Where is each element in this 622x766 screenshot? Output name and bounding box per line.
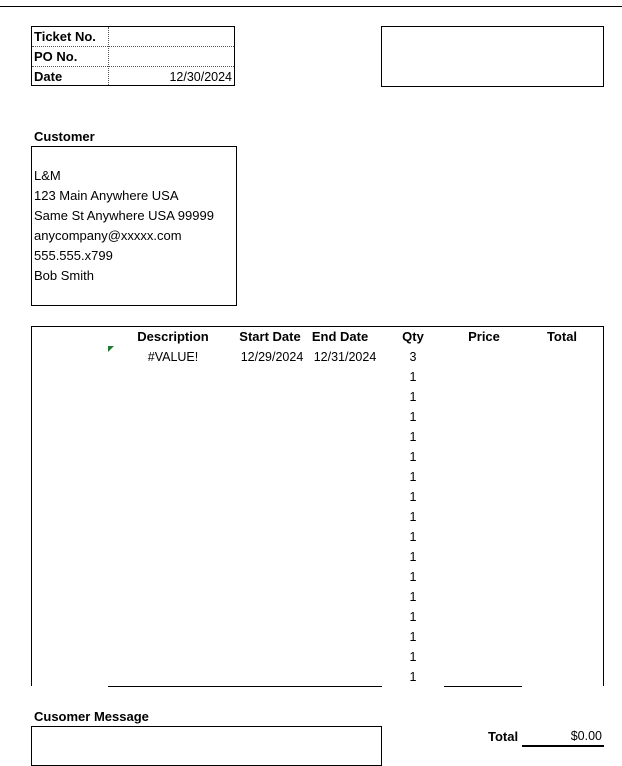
customer-message-heading: Cusomer Message — [34, 709, 149, 724]
po-no-row — [32, 47, 234, 67]
qty-cell[interactable]: 1 — [409, 430, 417, 444]
customer-phone: 555.555.x799 — [34, 248, 113, 263]
description-cell[interactable]: #VALUE! — [147, 350, 199, 364]
grand-total-label: Total — [488, 729, 519, 744]
customer-email: anycompany@xxxxx.com — [34, 228, 182, 243]
qty-cell[interactable]: 1 — [409, 670, 417, 684]
customer-box[interactable] — [31, 146, 237, 306]
qty-cell[interactable]: 1 — [409, 570, 417, 584]
customer-message-box[interactable] — [31, 726, 382, 766]
qty-cell[interactable]: 1 — [409, 550, 417, 564]
customer-name: L&M — [34, 168, 61, 183]
price-header: Price — [468, 329, 500, 344]
items-bottom-rule — [108, 686, 382, 687]
price-bottom-rule — [444, 686, 522, 687]
qty-cell[interactable]: 1 — [409, 410, 417, 424]
qty-cell[interactable]: 1 — [409, 470, 417, 484]
grand-total-value: $0.00 — [570, 729, 602, 743]
qty-cell[interactable]: 1 — [409, 590, 417, 604]
end-date-cell[interactable]: 12/31/2024 — [313, 350, 377, 364]
logo-placeholder — [381, 26, 604, 87]
error-indicator-icon[interactable] — [108, 346, 114, 352]
customer-address-line-2: Same St Anywhere USA 99999 — [34, 208, 214, 223]
customer-heading: Customer — [34, 129, 95, 144]
qty-cell[interactable]: 1 — [409, 510, 417, 524]
qty-cell[interactable]: 1 — [409, 490, 417, 504]
grand-total-rule — [522, 745, 604, 747]
customer-address-line-1: 123 Main Anywhere USA — [34, 188, 179, 203]
qty-cell[interactable]: 1 — [409, 370, 417, 384]
qty-header: Qty — [402, 329, 424, 344]
end-date-header: End Date — [311, 329, 369, 344]
qty-cell[interactable]: 1 — [409, 530, 417, 544]
total-header: Total — [546, 329, 578, 344]
qty-cell[interactable]: 1 — [409, 390, 417, 404]
customer-contact: Bob Smith — [34, 268, 94, 283]
po-no-label: PO No. — [34, 49, 78, 64]
ticket-no-label: Ticket No. — [34, 29, 96, 44]
top-rule — [0, 6, 622, 7]
line-items-table — [31, 326, 604, 686]
ticket-no-row — [32, 27, 234, 47]
qty-cell[interactable]: 1 — [409, 450, 417, 464]
description-header: Description — [137, 329, 209, 344]
start-date-header: Start Date — [239, 329, 301, 344]
qty-cell[interactable]: 1 — [409, 650, 417, 664]
qty-cell[interactable]: 1 — [409, 630, 417, 644]
ticket-info-table — [31, 26, 235, 86]
date-value[interactable]: 12/30/2024 — [169, 70, 232, 84]
date-label: Date — [34, 69, 63, 84]
date-row — [32, 67, 234, 87]
qty-cell[interactable]: 1 — [409, 610, 417, 624]
start-date-cell[interactable]: 12/29/2024 — [240, 350, 304, 364]
qty-cell[interactable]: 3 — [409, 350, 417, 364]
